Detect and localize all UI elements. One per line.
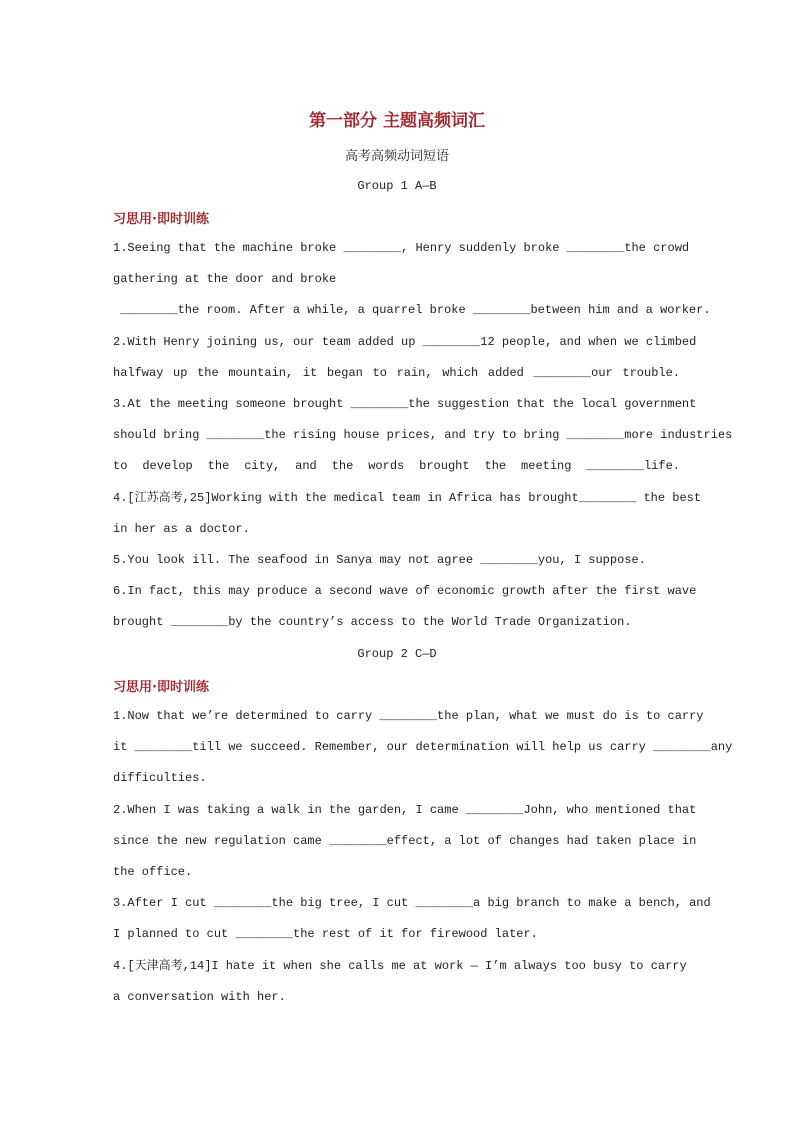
exercise-line: a conversation with her.	[113, 990, 286, 1004]
exercise-line: halfway up the mountain, it began to rain, which added ________our trouble.	[113, 366, 680, 380]
exercise-line: ________the room. After a while, a quarrel broke ________between him and a worker.	[120, 303, 711, 317]
section-label: 习思用·即时训练	[113, 212, 209, 227]
exercise-line: to develop the city, and the words brought the meeting ________life.	[113, 459, 680, 473]
exercise-line: 6.In fact, this may produce a second wave of economic growth after the first wave	[113, 584, 697, 598]
exercise-line: 3.After I cut ________the big tree, I cut ________a big branch to make a bench, and	[113, 896, 711, 910]
exercise-line: 2.With Henry joining us, our team added up ________12 people, and when we climbed	[113, 335, 697, 349]
exercise-line: 4.[江苏高考,25]Working with the medical team in Africa has brought________ the best	[113, 491, 702, 505]
exercise-line: since the new regulation came ________effect, a lot of changes had taken place in	[113, 834, 697, 848]
page-title: 第一部分 主题高频词汇	[309, 111, 485, 131]
group-heading: Group 1 A—B	[357, 179, 437, 193]
exercise-line: 1.Now that we’re determined to carry ________the plan, what we must do is to carry	[113, 709, 704, 723]
exercise-line: should bring ________the rising house prices, and try to bring ________more industries	[113, 428, 733, 442]
group-heading: Group 2 C—D	[357, 647, 437, 661]
exercise-line: difficulties.	[113, 771, 207, 785]
page-subtitle: 高考高频动词短语	[344, 149, 449, 164]
exercise-line: brought ________by the country’s access to the World Trade Organization.	[113, 615, 632, 629]
exercise-line: in her as a doctor.	[113, 522, 250, 536]
section-label: 习思用·即时训练	[113, 680, 209, 695]
exercise-line: the office.	[113, 865, 193, 879]
exercise-line: 2.When I was taking a walk in the garden, I came ________John, who mentioned that	[113, 803, 697, 817]
exercise-line: 1.Seeing that the machine broke ________, Henry suddenly broke ________the crowd	[113, 241, 690, 255]
exercise-line: I planned to cut ________the rest of it for firewood later.	[113, 927, 538, 941]
exercise-line: it ________till we succeed. Remember, our determination will help us carry ________any	[113, 740, 733, 754]
exercise-line: gathering at the door and broke	[113, 272, 337, 286]
exercise-line: 5.You look ill. The seafood in Sanya may not agree ________you, I suppose.	[113, 553, 646, 567]
exercise-line: 4.[天津高考,14]I hate it when she calls me at work — I’m always too busy to carry	[113, 959, 687, 973]
exercise-line: 3.At the meeting someone brought ________the suggestion that the local government	[113, 397, 697, 411]
